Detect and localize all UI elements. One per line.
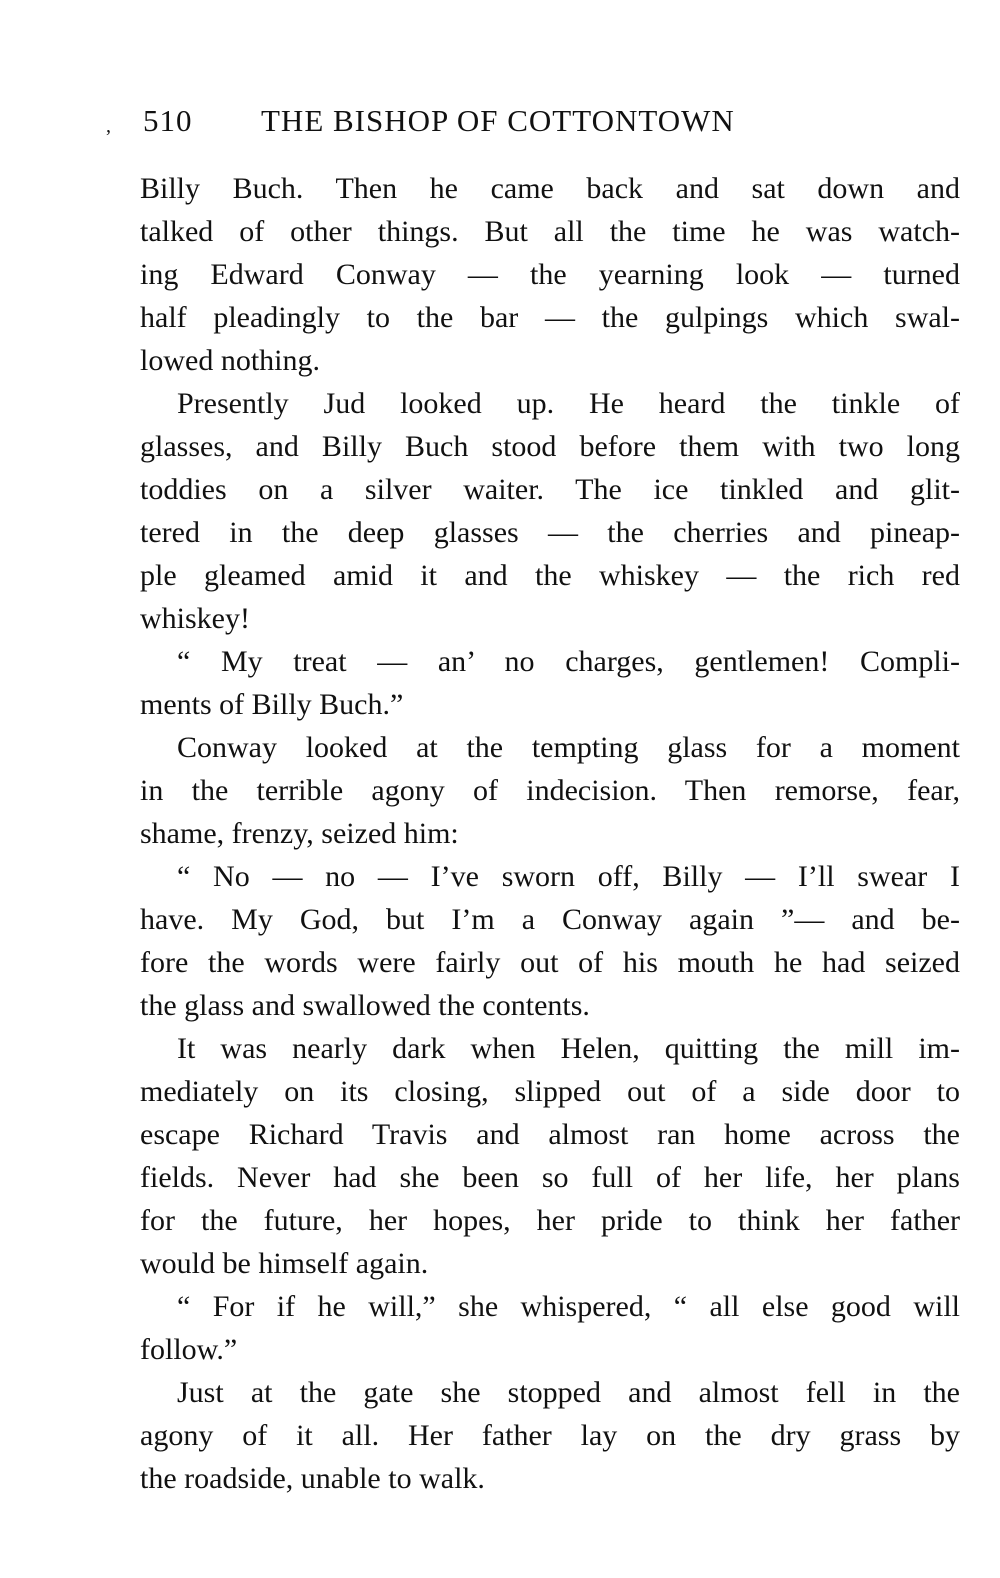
- text-line: mediately on its closing, slipped out of a side door to: [140, 1075, 960, 1108]
- text-line: “ For if he will,” she whispered, “ all else good will: [177, 1290, 960, 1323]
- running-head: THE BISHOP OF COTTONTOWN: [261, 103, 735, 138]
- text-line: ple gleamed amid it and the whiskey — the rich red: [140, 559, 960, 592]
- page-header: [106, 103, 863, 147]
- text-line: the glass and swallowed the contents.: [140, 989, 590, 1022]
- text-line: Just at the gate she stopped and almost fell in the: [177, 1376, 960, 1409]
- text-line: would be himself again.: [140, 1247, 429, 1280]
- text-line: talked of other things. But all the time he was watch-: [140, 215, 960, 248]
- text-line: escape Richard Travis and almost ran home across the: [140, 1118, 960, 1151]
- text-line: for the future, her hopes, her pride to think her father: [140, 1204, 960, 1237]
- text-line: lowed nothing.: [140, 344, 320, 377]
- text-line: fore the words were fairly out of his mouth he had seized: [140, 946, 960, 979]
- stray-mark: ,: [106, 115, 112, 137]
- text-line: ments of Billy Buch.”: [140, 688, 404, 721]
- text-line: whiskey!: [140, 602, 250, 635]
- body-text: [140, 167, 960, 1500]
- text-line: shame, frenzy, seized him:: [140, 817, 459, 850]
- text-line: “ No — no — I’ve sworn off, Billy — I’ll swear I: [177, 860, 960, 893]
- text-line: follow.”: [140, 1333, 238, 1366]
- text-line: toddies on a silver waiter. The ice tinkled and glit-: [140, 473, 960, 506]
- page-number: 510: [143, 103, 193, 138]
- text-line: tered in the deep glasses — the cherries and pineap-: [140, 516, 960, 549]
- text-line: glasses, and Billy Buch stood before them with two long: [140, 430, 960, 463]
- text-line: half pleadingly to the bar — the gulpings which swal-: [140, 301, 960, 334]
- text-line: ing Edward Conway — the yearning look — turned: [140, 258, 960, 291]
- text-line: fields. Never had she been so full of her life, her plans: [140, 1161, 960, 1194]
- text-line: in the terrible agony of indecision. Then remorse, fear,: [140, 774, 960, 807]
- text-line: have. My God, but I’m a Conway again ”— and be-: [140, 903, 960, 936]
- text-line: Conway looked at the tempting glass for a moment: [177, 731, 960, 764]
- text-line: Billy Buch. Then he came back and sat down and: [140, 172, 960, 205]
- text-line: “ My treat — an’ no charges, gentlemen! Compli-: [177, 645, 960, 678]
- text-line: Presently Jud looked up. He heard the tinkle of: [177, 387, 960, 420]
- text-line: the roadside, unable to walk.: [140, 1462, 485, 1495]
- text-line: agony of it all. Her father lay on the dry grass by: [140, 1419, 960, 1452]
- text-line: It was nearly dark when Helen, quitting the mill im-: [177, 1032, 960, 1065]
